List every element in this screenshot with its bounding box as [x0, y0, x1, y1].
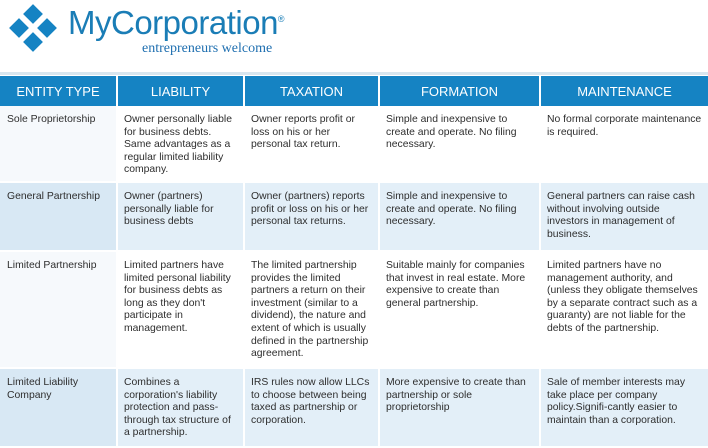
header-taxation: TAXATION [244, 76, 379, 106]
table-row [0, 368, 708, 447]
header-liability: LIABILITY [117, 76, 244, 106]
table-header-row [0, 76, 708, 106]
maintenance-cell: General partners can raise cash without involving outside investors in management of business. [540, 182, 708, 251]
brand-name-text: MyCorporation [68, 4, 278, 41]
entity-comparison-table [0, 76, 708, 448]
brand-tagline: entrepreneurs welcome [142, 41, 273, 56]
header-divider [0, 72, 708, 75]
formation-cell: Suitable mainly for companies that invest in real estate. More expensive to create than general partnership. [379, 251, 540, 368]
liability-cell: Owner personally liable for business debts. Same advantages as a regular limited liability company. [117, 106, 244, 182]
table-row [0, 251, 708, 368]
entity-type-cell: Sole Proprietorship [0, 106, 117, 182]
taxation-cell: IRS rules now allow LLCs to choose between being taxed as partnership or corporation. [244, 368, 379, 447]
header-formation: FORMATION [379, 76, 540, 106]
entity-type-cell: Limited Partnership [0, 251, 117, 368]
header [0, 0, 708, 72]
formation-cell: Simple and inexpensive to create and operate. No filing necessary. [379, 106, 540, 182]
formation-cell: Simple and inexpensive to create and operate. No filing necessary. [379, 182, 540, 251]
maintenance-cell: No formal corporate maintenance is required. [540, 106, 708, 182]
liability-cell: Combines a corporation's liability protection and pass-through tax structure of a partnership. [117, 368, 244, 447]
table-row [0, 182, 708, 251]
registered-mark: ® [277, 14, 285, 24]
maintenance-cell: Sale of member interests may take place per company policy.Signifi-cantly easier to maintain than a corporation. [540, 368, 708, 447]
liability-cell: Limited partners have limited personal liability for business debts as long as they don't participate in management. [117, 251, 244, 368]
taxation-cell: Owner (partners) reports profit or loss on his or her personal tax returns. [244, 182, 379, 251]
formation-cell: More expensive to create than partnership or sole proprietorship [379, 368, 540, 447]
entity-type-cell: Limited Liability Company [0, 368, 117, 447]
entity-type-cell: General Partnership [0, 182, 117, 251]
brand-name[interactable] [68, 4, 284, 42]
taxation-cell: Owner reports profit or loss on his or her personal tax return. [244, 106, 379, 182]
liability-cell: Owner (partners) personally liable for business debts [117, 182, 244, 251]
maintenance-cell: Limited partners have no management authority, and (unless they obligate themselves by a separate contract such as a guaranty) are not liable for the debts of the partnership. [540, 251, 708, 368]
taxation-cell: The limited partnership provides the limited partners a return on their investment (similar to a dividend), the nature and extent of which is usually defined in the partnership agreement. [244, 251, 379, 368]
table-row [0, 106, 708, 182]
header-entity-type: ENTITY TYPE [0, 76, 117, 106]
header-maintenance: MAINTENANCE [540, 76, 708, 106]
diamond-logo-icon[interactable] [4, 4, 62, 62]
